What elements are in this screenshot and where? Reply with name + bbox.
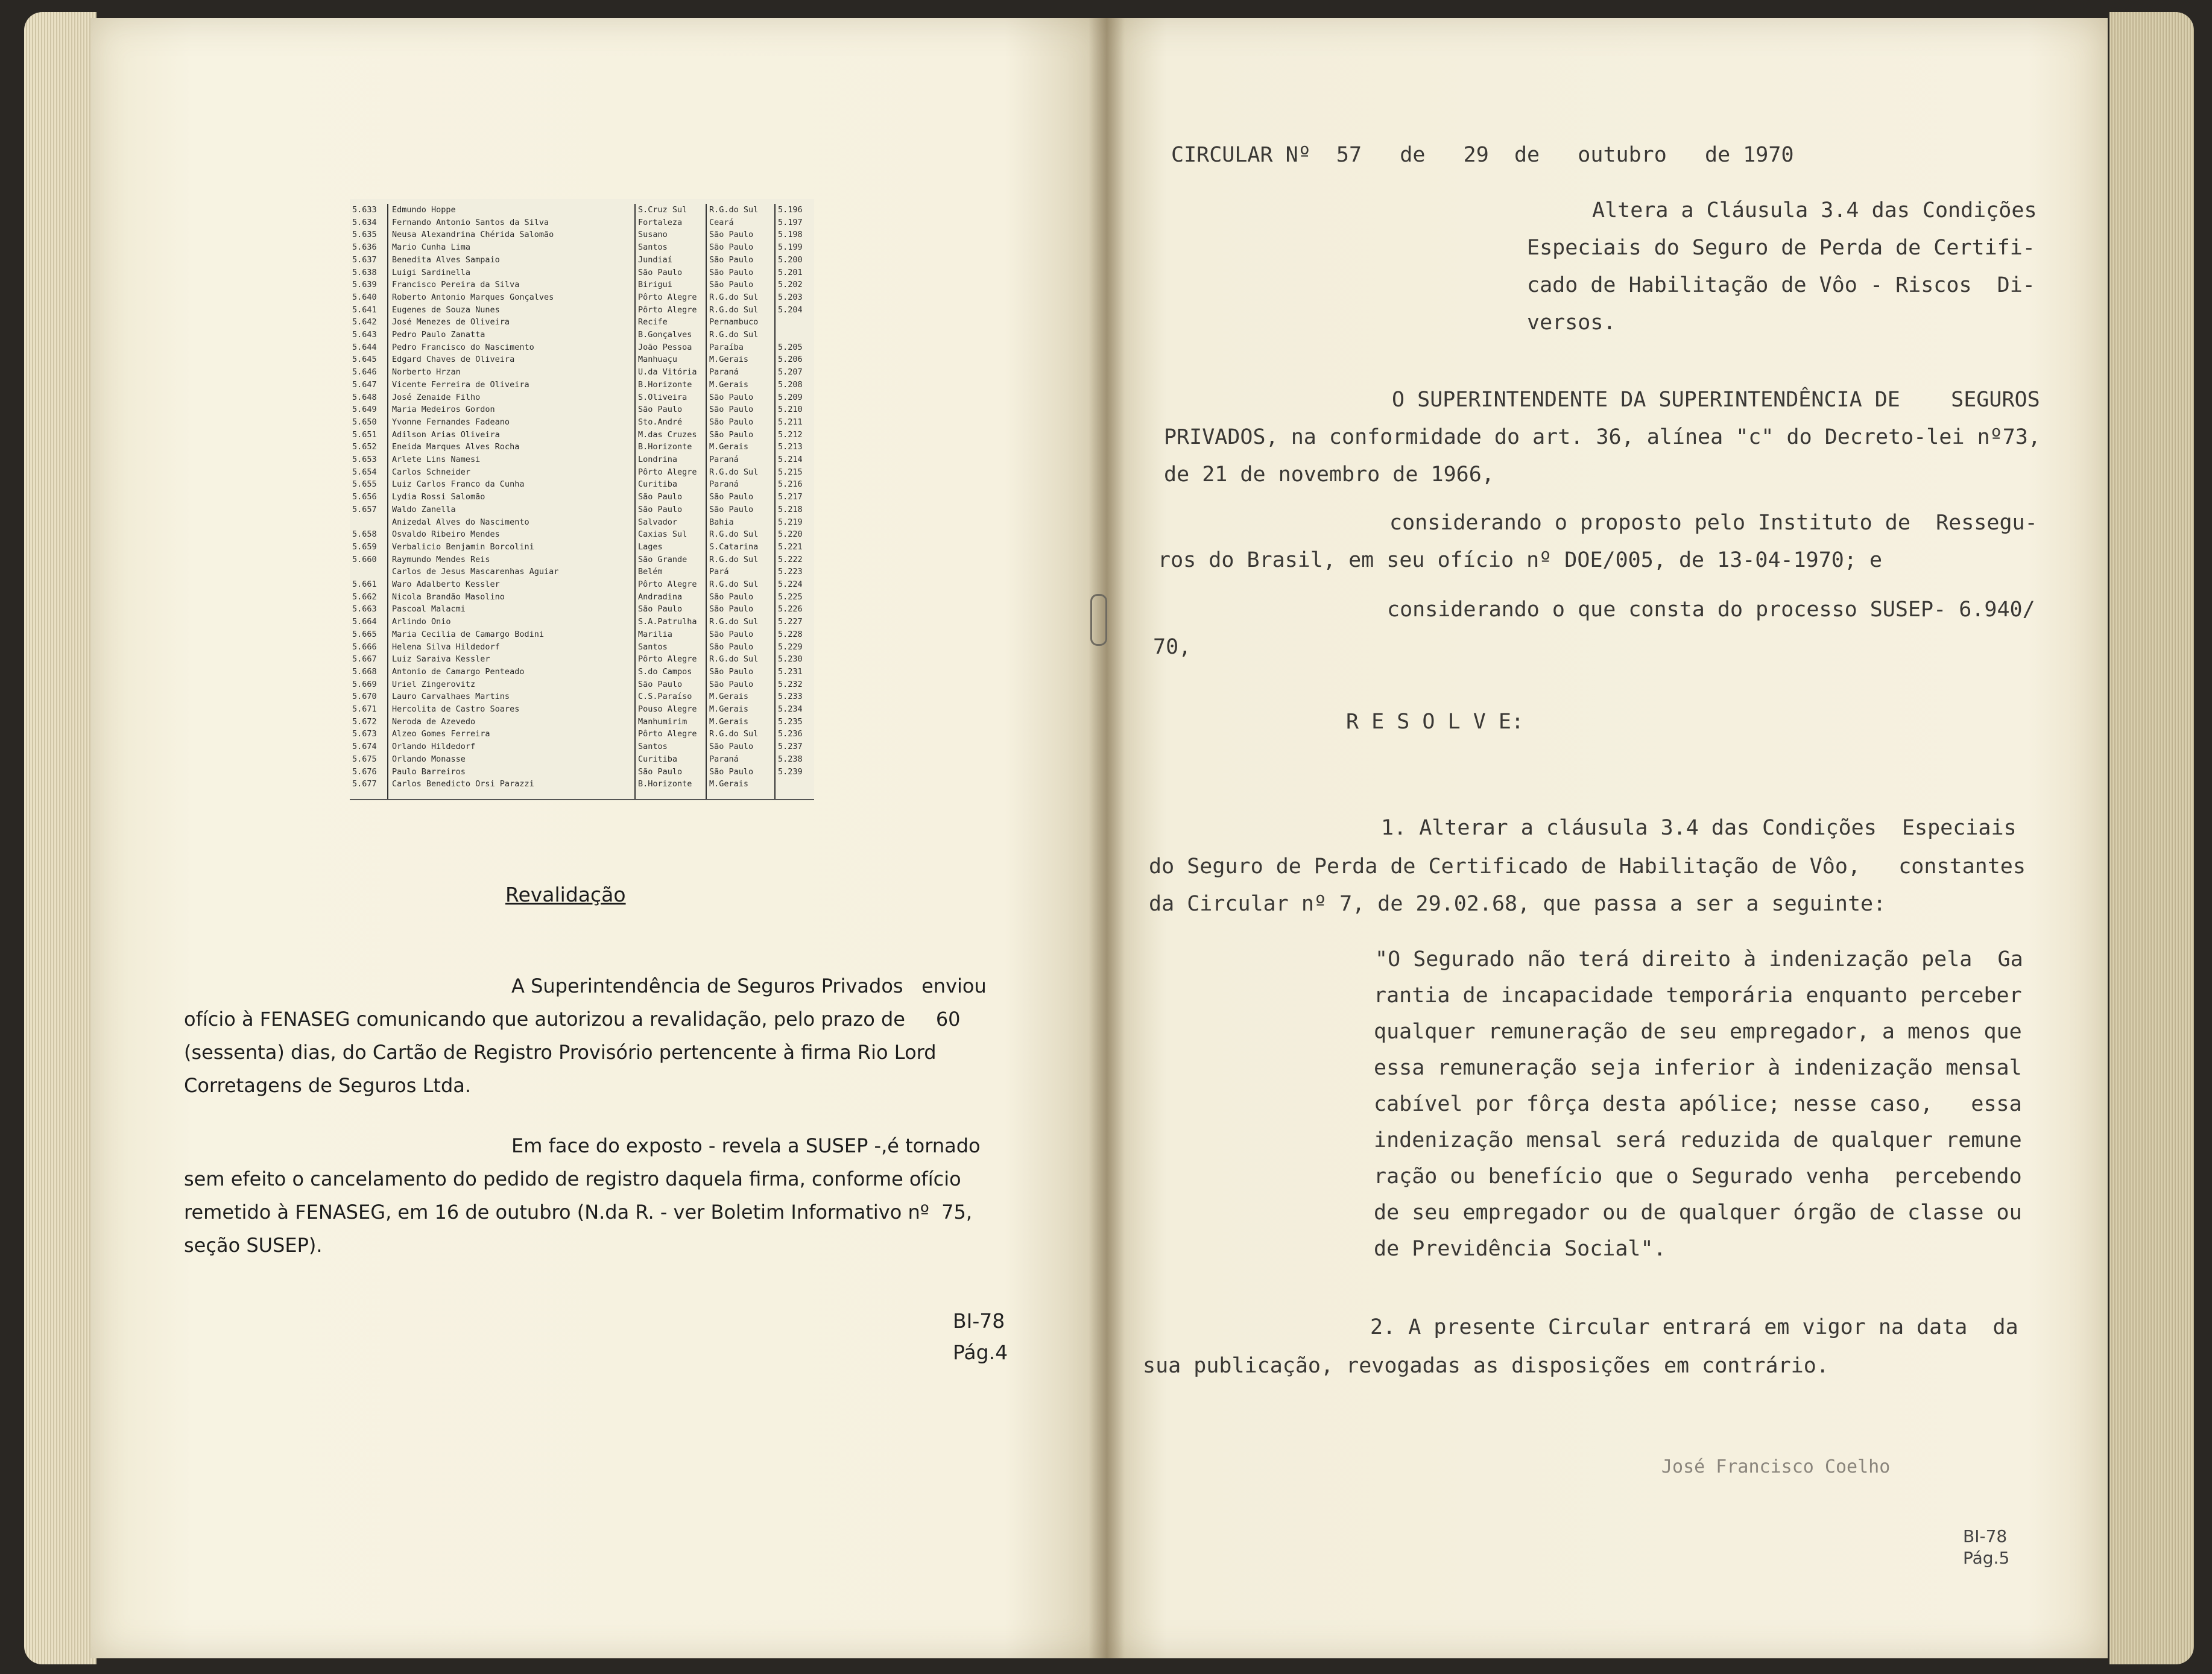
insured-name: Eugenes de Souza Nunes (392, 305, 500, 315)
row-number: 5.647 (352, 379, 377, 390)
state: São Paulo (709, 504, 754, 514)
row-number: 5.657 (352, 504, 377, 514)
para1-line: Corretagens de Seguros Ltda. (184, 1074, 472, 1097)
insured-name: Paulo Barreiros (392, 766, 466, 777)
para1-line: A Superintendência de Seguros Privados enviou (511, 974, 987, 997)
city: S.Oliveira (638, 392, 687, 402)
row-number: 5.645 (352, 355, 377, 365)
insured-name: Pascoal Malacmi (392, 604, 466, 614)
insured-name: Maria Medeiros Gordon (392, 405, 495, 415)
city: Caxias Sul (638, 529, 687, 540)
registration-code: 5.223 (778, 567, 803, 577)
row-number: 5.636 (352, 242, 377, 253)
row-number: 5.656 (352, 492, 377, 502)
insured-name: Carlos Schneider (392, 467, 471, 477)
insured-name: Waldo Zanella (392, 504, 456, 514)
city: Manhumirim (638, 716, 687, 727)
city: Salvador (638, 517, 678, 527)
page-footer-right (1963, 1526, 2009, 1569)
page-footer-left (953, 1306, 1008, 1368)
preamble-line: PRIVADOS, na conformidade do art. 36, alínea "c" do Decreto-lei nº73, (1164, 425, 2041, 449)
row-number: 5.639 (352, 280, 377, 290)
ementa-line: versos. (1527, 311, 1616, 335)
state: São Paulo (709, 267, 754, 277)
page-number: Pág.5 (1963, 1548, 2010, 1568)
registration-code: 5.199 (778, 242, 803, 253)
state: R.G.do Sul (709, 554, 759, 564)
ementa-line: Altera a Cláusula 3.4 das Condições (1592, 198, 2037, 223)
registration-code: 5.205 (778, 342, 803, 352)
state: São Paulo (709, 766, 754, 777)
row-number: 5.663 (352, 604, 377, 614)
considering-line: 70, (1153, 635, 1192, 659)
bulletin-number: BI-78 (953, 1309, 1005, 1333)
binding-clip (1090, 594, 1107, 646)
city: Pouso Alegre (638, 704, 697, 714)
insured-name: Fernando Antonio Santos da Silva (392, 217, 549, 227)
insured-name: Orlando Monasse (392, 754, 466, 764)
state: M.Gerais (709, 442, 749, 452)
insured-name: Maria Cecilia de Camargo Bodini (392, 629, 544, 639)
ementa-line: Especiais do Seguro de Perda de Certifi- (1527, 236, 2035, 260)
insured-name: José Zenaide Filho (392, 392, 481, 402)
insured-name: Arlindo Onio (392, 617, 451, 627)
row-number: 5.658 (352, 529, 377, 540)
city: Curitiba (638, 754, 678, 764)
row-number: 5.671 (352, 704, 377, 714)
city: São Grande (638, 554, 687, 564)
registration-code: 5.224 (778, 580, 803, 589)
insured-name: Orlando Hildedorf (392, 742, 476, 752)
row-number: 5.634 (352, 217, 377, 227)
state: M.Gerais (709, 704, 749, 714)
registration-code: 5.229 (778, 642, 803, 652)
state: M.Gerais (709, 355, 749, 365)
city: São Paulo (638, 405, 683, 415)
row-number: 5.635 (352, 230, 377, 240)
city: São Paulo (638, 492, 683, 502)
registration-code: 5.237 (778, 742, 803, 752)
quoted-clause-line: ração ou benefício que o Segurado venha percebendo (1374, 1164, 2022, 1189)
state: R.G.do Sul (709, 529, 759, 540)
registration-code: 5.213 (778, 442, 803, 452)
registration-code: 5.225 (778, 592, 803, 602)
row-number: 5.644 (352, 342, 377, 352)
city: Lages (638, 542, 663, 552)
state: São Paulo (709, 642, 754, 652)
state: S.Catarina (709, 542, 759, 552)
state: São Paulo (709, 392, 754, 402)
section-heading: Revalidação (505, 883, 626, 906)
city: São Paulo (638, 504, 683, 514)
registration-code: 5.218 (778, 504, 803, 514)
registration-code: 5.215 (778, 467, 803, 477)
state: R.G.do Sul (709, 292, 759, 302)
row-number: 5.642 (352, 317, 377, 327)
insured-name: Luiz Carlos Franco da Cunha (392, 479, 525, 490)
item2-line: 2. A presente Circular entrará em vigor na data da (1370, 1315, 2018, 1339)
quoted-clause-line: de Previdência Social". (1374, 1237, 1666, 1261)
city: Recife (638, 317, 668, 327)
registration-code: 5.208 (778, 379, 803, 390)
city: Curitiba (638, 479, 678, 490)
row-number: 5.654 (352, 467, 377, 477)
list-row (350, 777, 814, 792)
city: U.da Vitória (638, 367, 697, 377)
registration-code: 5.238 (778, 754, 803, 764)
book-gutter (1089, 18, 1125, 1658)
registration-code: 5.206 (778, 355, 803, 365)
registration-code: 5.216 (778, 479, 803, 490)
row-number: 5.638 (352, 267, 377, 277)
registration-code: 5.236 (778, 729, 803, 739)
row-number: 5.646 (352, 367, 377, 377)
item2-line: sua publicação, revogadas as disposições em contrário. (1143, 1354, 1829, 1378)
city: S.do Campos (638, 666, 692, 677)
state: R.G.do Sul (709, 654, 759, 665)
insured-name: Luigi Sardinella (392, 267, 471, 277)
state: São Paulo (709, 666, 754, 677)
city: Andradina (638, 592, 683, 602)
city: Pôrto Alegre (638, 654, 697, 665)
registration-code: 5.231 (778, 666, 803, 677)
insured-name: Luiz Saraiva Kessler (392, 654, 490, 665)
row-number: 5.674 (352, 742, 377, 752)
insured-name: Arlete Lins Namesi (392, 455, 481, 464)
row-number: 5.640 (352, 292, 377, 302)
city: Marilia (638, 629, 672, 639)
item1-line: da Circular nº 7, de 29.02.68, que passa a ser a seguinte: (1149, 892, 1886, 916)
quoted-clause-line: qualquer remuneração de seu empregador, a menos que (1374, 1020, 2022, 1044)
state: São Paulo (709, 679, 754, 689)
insured-name: Neusa Alexandrina Chérida Salomão (392, 230, 554, 240)
row-number: 5.670 (352, 692, 377, 702)
registration-code: 5.232 (778, 679, 803, 689)
insured-name: Mario Cunha Lima (392, 242, 471, 253)
row-number: 5.662 (352, 592, 377, 602)
row-number: 5.675 (352, 754, 377, 764)
registration-list-clipping (350, 199, 814, 800)
row-number: 5.664 (352, 617, 377, 627)
registration-code: 5.211 (778, 417, 803, 427)
city: São Paulo (638, 679, 683, 689)
city: Pôrto Alegre (638, 580, 697, 589)
state: M.Gerais (709, 716, 749, 727)
insured-name: Adilson Arias Oliveira (392, 429, 500, 440)
insured-name: Benedita Alves Sampaio (392, 254, 500, 265)
state: São Paulo (709, 254, 754, 265)
city: Santos (638, 242, 668, 253)
page-number: Pág.4 (953, 1341, 1008, 1364)
insured-name: Raymundo Mendes Reis (392, 554, 490, 564)
registration-code: 5.201 (778, 267, 803, 277)
row-number: 5.665 (352, 629, 377, 639)
state: São Paulo (709, 492, 754, 502)
city: M.das Cruzes (638, 429, 697, 440)
city: Pôrto Alegre (638, 305, 697, 315)
insured-name: Pedro Francisco do Nascimento (392, 342, 534, 352)
city: Santos (638, 642, 668, 652)
preamble-line: de 21 de novembro de 1966, (1164, 463, 1494, 487)
state: R.G.do Sul (709, 467, 759, 477)
state: Pará (709, 567, 729, 577)
considering-line: considerando o proposto pelo Instituto de Ressegu- (1389, 511, 2038, 535)
quoted-clause-line: cabível por fôrça desta apólice; nesse caso, essa (1374, 1092, 2022, 1116)
para2-line: remetido à FENASEG, em 16 de outubro (N.da R. - ver Boletim Informativo nº 75, (184, 1201, 973, 1224)
resolve-heading: R E S O L V E: (1346, 710, 1525, 734)
insured-name: Vicente Ferreira de Oliveira (392, 379, 529, 390)
state: São Paulo (709, 429, 754, 440)
row-number: 5.643 (352, 330, 377, 340)
insured-name: Edgard Chaves de Oliveira (392, 355, 515, 365)
para2-line: sem efeito o cancelamento do pedido de registro daquela firma, conforme ofício (184, 1167, 961, 1190)
registration-code: 5.235 (778, 716, 803, 727)
quoted-clause-line: essa remuneração seja inferior à indenização mensal (1374, 1056, 2022, 1080)
state: Bahia (709, 517, 734, 527)
insured-name: Lydia Rossi Salomão (392, 492, 485, 502)
registration-code: 5.230 (778, 654, 803, 665)
insured-name: Carlos Benedicto Orsi Parazzi (392, 779, 534, 789)
registration-code: 5.210 (778, 405, 803, 415)
city: Susano (638, 230, 668, 240)
state: Paraná (709, 754, 739, 764)
registration-code: 5.217 (778, 492, 803, 502)
item1-line: 1. Alterar a cláusula 3.4 das Condições Especiais (1381, 816, 2017, 840)
row-number: 5.668 (352, 666, 377, 677)
row-number: 5.667 (352, 654, 377, 665)
page-edges-left (24, 12, 96, 1664)
city: Fortaleza (638, 217, 683, 227)
item1-line: do Seguro de Perda de Certificado de Habilitação de Vôo, constantes (1149, 854, 2026, 879)
row-number: 5.676 (352, 766, 377, 777)
insured-name: Eneida Marques Alves Rocha (392, 442, 520, 452)
registration-code: 5.239 (778, 766, 803, 777)
registration-code: 5.200 (778, 254, 803, 265)
row-number: 5.677 (352, 779, 377, 789)
row-number: 5.653 (352, 455, 377, 464)
state: R.G.do Sul (709, 305, 759, 315)
circular-header: CIRCULAR Nº 57 de 29 de outubro de 1970 (1171, 143, 1794, 167)
row-number: 5.650 (352, 417, 377, 427)
row-number: 5.652 (352, 442, 377, 452)
page-edges-right (2109, 12, 2194, 1664)
city: Londrina (638, 455, 678, 464)
insured-name: Osvaldo Ribeiro Mendes (392, 529, 500, 540)
state: Paraná (709, 455, 739, 464)
city: Jundiaí (638, 254, 672, 265)
city: João Pessoa (638, 342, 692, 352)
registration-code: 5.219 (778, 517, 803, 527)
city: B.Horizonte (638, 779, 692, 789)
ementa-line: cado de Habilitação de Vôo - Riscos Di- (1527, 273, 2035, 297)
insured-name: Hercolita de Castro Soares (392, 704, 520, 714)
state: São Paulo (709, 417, 754, 427)
insured-name: Norberto Hrzan (392, 367, 461, 377)
state: R.G.do Sul (709, 729, 759, 739)
considering-line: ros do Brasil, em seu ofício nº DOE/005, de 13-04-1970; e (1158, 548, 1883, 572)
insured-name: Lauro Carvalhaes Martins (392, 692, 510, 702)
para1-line: ofício à FENASEG comunicando que autorizou a revalidação, pelo prazo de 60 (184, 1008, 961, 1031)
state: Pernambuco (709, 317, 759, 327)
state: São Paulo (709, 280, 754, 290)
state: R.G.do Sul (709, 580, 759, 589)
row-number: 5.637 (352, 254, 377, 265)
state: R.G.do Sul (709, 330, 759, 340)
considering-line: considerando o que consta do processo SUSEP- 6.940/ (1387, 598, 2035, 622)
row-number: 5.633 (352, 205, 377, 215)
city: São Paulo (638, 604, 683, 614)
quoted-clause-line: rantia de incapacidade temporária enquanto perceber (1374, 984, 2022, 1008)
city: Manhuaçu (638, 355, 678, 365)
city: São Paulo (638, 766, 683, 777)
row-number: 5.655 (352, 479, 377, 490)
state: M.Gerais (709, 379, 749, 390)
registration-code: 5.204 (778, 305, 803, 315)
state: São Paulo (709, 629, 754, 639)
registration-code: 5.227 (778, 617, 803, 627)
registration-code: 5.212 (778, 429, 803, 440)
insured-name: Anizedal Alves do Nascimento (392, 517, 529, 527)
quoted-clause-line: "O Segurado não terá direito à indenização pela Ga (1375, 947, 2023, 971)
insured-name: Waro Adalberto Kessler (392, 580, 500, 589)
insured-name: Antonio de Camargo Penteado (392, 666, 525, 677)
registration-code: 5.214 (778, 455, 803, 464)
state: M.Gerais (709, 692, 749, 702)
row-number: 5.651 (352, 429, 377, 440)
para1-line: (sessenta) dias, do Cartão de Registro Provisório pertencente à firma Rio Lord (184, 1041, 937, 1064)
state: São Paulo (709, 604, 754, 614)
insured-name: José Menezes de Oliveira (392, 317, 510, 327)
state: São Paulo (709, 242, 754, 253)
insured-name: Francisco Pereira da Silva (392, 280, 520, 290)
state: São Paulo (709, 230, 754, 240)
registration-code: 5.220 (778, 529, 803, 540)
city: B.Horizonte (638, 379, 692, 390)
bulletin-number: BI-78 (1963, 1526, 2008, 1546)
insured-name: Neroda de Azevedo (392, 716, 476, 727)
preamble-line: O SUPERINTENDENTE DA SUPERINTENDÊNCIA DE SEGUROS (1392, 388, 2040, 412)
registration-code: 5.198 (778, 230, 803, 240)
insured-name: Pedro Paulo Zanatta (392, 330, 485, 340)
city: São Paulo (638, 267, 683, 277)
registration-code: 5.233 (778, 692, 803, 702)
insured-name: Roberto Antonio Marques Gonçalves (392, 292, 554, 302)
para2-line: seção SUSEP). (184, 1234, 323, 1257)
city: C.S.Paraíso (638, 692, 692, 702)
city: S.Cruz Sul (638, 205, 687, 215)
row-number: 5.648 (352, 392, 377, 402)
quoted-clause-line: indenização mensal será reduzida de qualquer remune (1374, 1128, 2022, 1152)
insured-name: Yvonne Fernandes Fadeano (392, 417, 510, 427)
row-number: 5.666 (352, 642, 377, 652)
row-number: 5.669 (352, 679, 377, 689)
registration-code: 5.209 (778, 392, 803, 402)
state: Paraíba (709, 342, 744, 352)
city: Belém (638, 567, 663, 577)
city: Pôrto Alegre (638, 467, 697, 477)
insured-name: Carlos de Jesus Mascarenhas Aguiar (392, 567, 559, 577)
state: São Paulo (709, 742, 754, 752)
registration-code: 5.234 (778, 704, 803, 714)
registration-code: 5.228 (778, 629, 803, 639)
insured-name: Alzeo Gomes Ferreira (392, 729, 490, 739)
state: Paraná (709, 367, 739, 377)
row-number: 5.659 (352, 542, 377, 552)
insured-name: Nicola Brandão Masolino (392, 592, 505, 602)
state: Paraná (709, 479, 739, 490)
state: São Paulo (709, 592, 754, 602)
row-number: 5.672 (352, 716, 377, 727)
row-number: 5.649 (352, 405, 377, 415)
insured-name: Verbalicio Benjamin Borcolini (392, 542, 534, 552)
city: Sto.André (638, 417, 683, 427)
state: R.G.do Sul (709, 205, 759, 215)
insured-name: Uriel Zingerovitz (392, 679, 476, 689)
para2-line: Em face do exposto - revela a SUSEP -,é tornado (511, 1134, 981, 1157)
row-number: 5.673 (352, 729, 377, 739)
city: Birigui (638, 280, 672, 290)
state: Ceará (709, 217, 734, 227)
registration-code: 5.226 (778, 604, 803, 614)
row-number: 5.661 (352, 580, 377, 589)
registration-code: 5.203 (778, 292, 803, 302)
insured-name: Edmundo Hoppe (392, 205, 456, 215)
registration-code: 5.222 (778, 554, 803, 564)
state: São Paulo (709, 405, 754, 415)
insured-name: Helena Silva Hildedorf (392, 642, 500, 652)
row-number: 5.641 (352, 305, 377, 315)
city: Santos (638, 742, 668, 752)
registration-code: 5.197 (778, 217, 803, 227)
registration-code: 5.196 (778, 205, 803, 215)
registration-code: 5.221 (778, 542, 803, 552)
city: Pôrto Alegre (638, 292, 697, 302)
signature: José Francisco Coelho (1661, 1456, 1891, 1477)
city: S.A.Patrulha (638, 617, 697, 627)
state: R.G.do Sul (709, 617, 759, 627)
state: M.Gerais (709, 779, 749, 789)
city: B.Gonçalves (638, 330, 692, 340)
registration-code: 5.202 (778, 280, 803, 290)
city: B.Horizonte (638, 442, 692, 452)
quoted-clause-line: de seu empregador ou de qualquer órgão de classe ou (1374, 1201, 2022, 1225)
city: Pôrto Alegre (638, 729, 697, 739)
row-number: 5.660 (352, 554, 377, 564)
registration-code: 5.207 (778, 367, 803, 377)
